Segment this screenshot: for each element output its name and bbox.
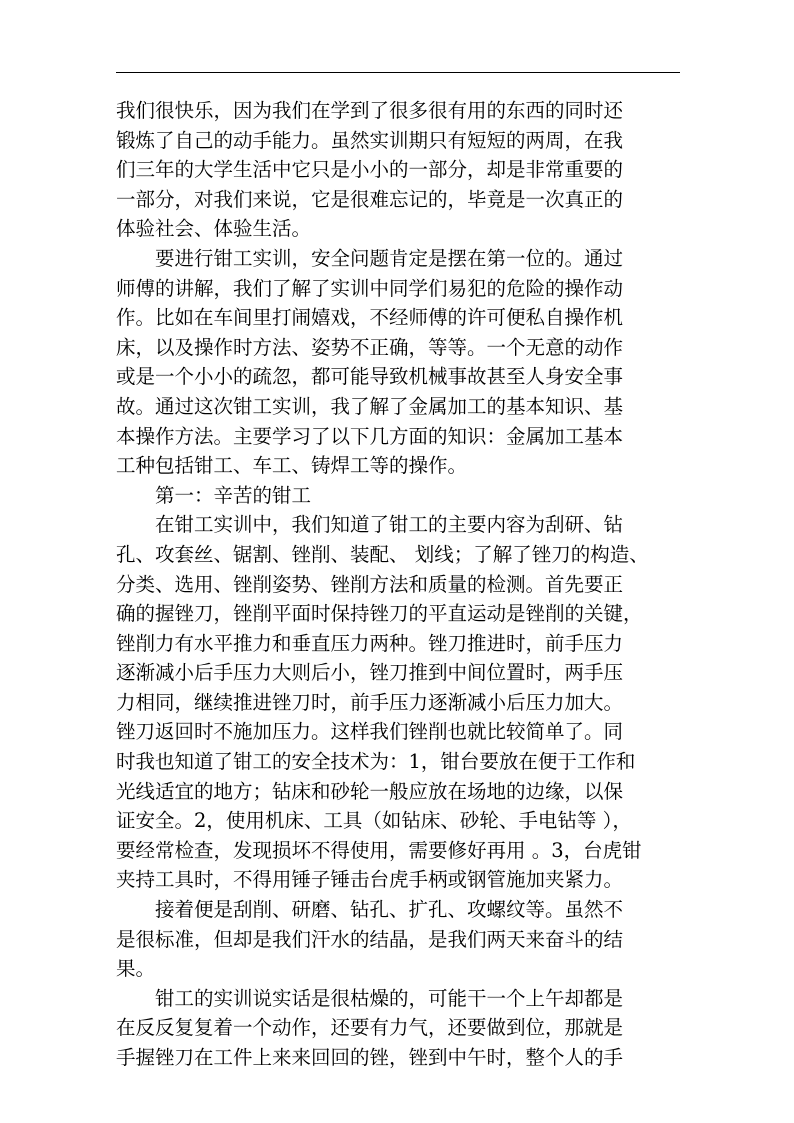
text-line: 师傅的讲解，我们了解了实训中同学们易犯的危险的操作动 (116, 276, 624, 300)
text-line: 故。通过这次钳工实训，我了解了金属加工的基本知识、基 (116, 394, 624, 418)
text-line: 作。比如在车间里打闹嬉戏，不经师傅的许可便私自操作机 (116, 306, 624, 330)
header-rule (116, 72, 680, 73)
text-line: 分类、选用、锉削姿势、锉削方法和质量的检测。首先要正 (116, 572, 624, 596)
text-line: 体验社会、体验生活。 (116, 217, 312, 241)
text-line: 孔、攻套丝、锯割、锉削、装配、 划线；了解了锉刀的构造、 (116, 542, 649, 566)
text-line: 要进行钳工实训，安全问题肯定是摆在第一位的。通过 (116, 246, 624, 270)
text-line: 本操作方法。主要学习了以下几方面的知识：金属加工基本 (116, 424, 624, 448)
text-line: 一部分，对我们来说，它是很难忘记的，毕竟是一次真正的 (116, 187, 624, 211)
text-line: 要经常检查，发现损坏不得使用，需要修好再用 。3，台虎钳 (116, 838, 642, 862)
text-line: 时我也知道了钳工的安全技术为：1，钳台要放在便于工作和 (116, 750, 636, 774)
text-line: 证安全。2，使用机床、工具（如钻床、砂轮、手电钻等 ）， (116, 809, 632, 833)
document-body (116, 96, 686, 1073)
text-line: 锉削力有水平推力和垂直压力两种。锉刀推进时，前手压力 (116, 631, 624, 655)
text-line: 或是一个小小的疏忽，都可能导致机械事故甚至人身安全事 (116, 365, 624, 389)
text-line: 手握锉刀在工件上来来回回的锉，锉到中午时，整个人的手 (116, 1046, 624, 1069)
text-line: 力相同，继续推进锉刀时，前手压力逐渐减小后压力加大。 (116, 690, 624, 714)
text-line: 在钳工实训中，我们知道了钳工的主要内容为刮研、钻 (116, 513, 624, 537)
text-line: 果。 (116, 957, 156, 981)
text-line: 是很标准，但却是我们汗水的结晶，是我们两天来奋斗的结 (116, 927, 624, 951)
text-line: 钳工的实训说实话是很枯燥的，可能干一个上午却都是 (116, 986, 624, 1010)
text-line: 床，以及操作时方法、姿势不正确，等等。一个无意的动作 (116, 335, 624, 359)
text-line: 工种包括钳工、车工、铸焊工等的操作。 (116, 454, 468, 478)
text-line: 们三年的大学生活中它只是小小的一部分，却是非常重要的 (116, 158, 624, 182)
text-line: 我们很快乐，因为我们在学到了很多很有用的东西的同时还 (116, 99, 624, 122)
text-line: 接着便是刮削、研磨、钻孔、扩孔、攻螺纹等。虽然不 (116, 898, 624, 922)
text-line: 锉刀返回时不施加压力。这样我们锉削也就比较简单了。同 (116, 720, 624, 744)
section-heading: 第一：辛苦的钳工 (116, 483, 312, 507)
text-line: 夹持工具时，不得用锤子锤击台虎手柄或钢管施加夹紧力。 (116, 868, 624, 892)
text-line: 逐渐减小后手压力大则后小，锉刀推到中间位置时，两手压 (116, 661, 624, 685)
text-line: 光线适宜的地方；钻床和砂轮一般应放在场地的边缘，以保 (116, 779, 624, 803)
text-line: 确的握锉刀，锉削平面时保持锉刀的平直运动是锉削的关键， (116, 602, 643, 626)
text-line: 锻炼了自己的动手能力。虽然实训期只有短短的两周，在我 (116, 128, 624, 152)
text-line: 在反反复复着一个动作，还要有力气，还要做到位，那就是 (116, 1016, 624, 1040)
